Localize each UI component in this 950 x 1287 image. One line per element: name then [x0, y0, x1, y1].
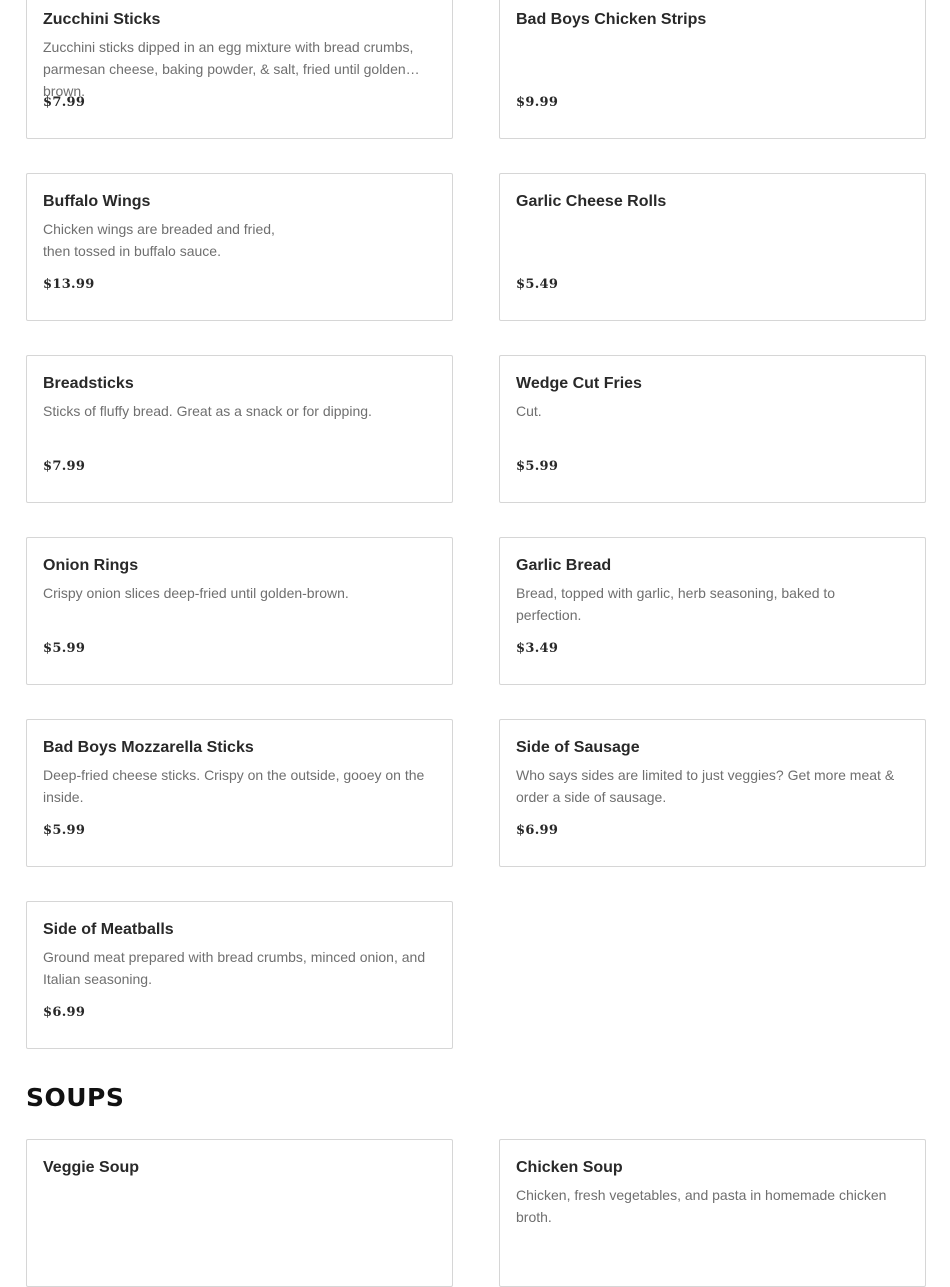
menu-item-card-buffalo-wings[interactable]	[26, 173, 453, 321]
menu-item-description: Deep-fried cheese sticks. Crispy on the outside, gooey on the inside.	[43, 767, 425, 805]
menu-item-description: Sticks of fluffy bread. Great as a snack or for dipping.	[43, 403, 372, 419]
menu-item-card-bad-boys-chicken-strips[interactable]	[499, 0, 926, 139]
menu-item-description: Chicken, fresh vegetables, and pasta in homemade chicken broth.	[516, 1187, 887, 1225]
menu-item-price: $5.99	[516, 459, 559, 474]
menu-item-price: $7.99	[43, 459, 86, 474]
menu-item-card-side-of-meatballs[interactable]	[26, 901, 453, 1049]
menu-item-price: $5.99	[43, 641, 86, 656]
menu-item-price: $9.99	[516, 95, 559, 110]
menu-item-price: $5.49	[516, 277, 559, 292]
menu-item-card-breadsticks[interactable]	[26, 355, 453, 503]
menu-item-price: $6.99	[516, 823, 559, 838]
menu-item-card-zucchini-sticks[interactable]	[26, 0, 453, 139]
menu-item-description: Crispy onion slices deep-fried until golden-brown.	[43, 585, 349, 601]
menu-item-price: $3.49	[516, 641, 559, 656]
menu-item-name: Zucchini Sticks	[43, 11, 161, 28]
menu-item-card-veggie-soup[interactable]	[26, 1139, 453, 1287]
menu-item-card-garlic-bread[interactable]	[499, 537, 926, 685]
menu-item-name: Bad Boys Mozzarella Sticks	[43, 739, 254, 756]
menu-item-description: Who says sides are limited to just veggies? Get more meat & order a side of sausage.	[516, 767, 895, 805]
menu-item-card-bad-boys-mozzarella-sticks[interactable]	[26, 719, 453, 867]
menu-item-card-side-of-sausage[interactable]	[499, 719, 926, 867]
menu-item-price: $13.99	[43, 277, 95, 292]
menu-item-description: Zucchini sticks dipped in an egg mixture with bread crumbs, parmesan cheese, baking powder, & salt, fried until golden brown.	[43, 39, 414, 99]
menu-item-name: Buffalo Wings	[43, 193, 151, 210]
menu-item-name: Bad Boys Chicken Strips	[516, 11, 707, 28]
section-heading-soups: SOUPS	[26, 1083, 125, 1112]
menu-item-price: $5.99	[43, 823, 86, 838]
menu-item-name: Wedge Cut Fries	[516, 375, 642, 392]
menu-item-name: Garlic Bread	[516, 557, 612, 574]
menu-item-description: Bread, topped with garlic, herb seasoning, baked to perfection.	[516, 585, 836, 623]
menu-item-card-garlic-cheese-rolls[interactable]	[499, 173, 926, 321]
menu-item-description: Chicken wings are breaded and fried, then tossed in buffalo sauce.	[43, 221, 275, 259]
menu-item-name: Onion Rings	[43, 557, 139, 574]
menu-item-name: Breadsticks	[43, 375, 134, 392]
menu-item-name: Chicken Soup	[516, 1159, 623, 1176]
menu-item-card-wedge-cut-fries[interactable]	[499, 355, 926, 503]
menu-item-description: Ground meat prepared with bread crumbs, minced onion, and Italian seasoning.	[43, 949, 426, 987]
menu-item-price: $7.99	[43, 95, 86, 110]
menu-item-name: Side of Sausage	[516, 739, 640, 756]
menu-item-name: Side of Meatballs	[43, 921, 174, 938]
menu-item-description: Cut.	[516, 403, 542, 419]
menu-item-name: Veggie Soup	[43, 1159, 140, 1176]
menu-item-name: Garlic Cheese Rolls	[516, 193, 667, 210]
menu-item-price: $6.99	[43, 1005, 86, 1020]
menu-item-card-onion-rings[interactable]	[26, 537, 453, 685]
menu-item-card-chicken-soup[interactable]	[499, 1139, 926, 1287]
